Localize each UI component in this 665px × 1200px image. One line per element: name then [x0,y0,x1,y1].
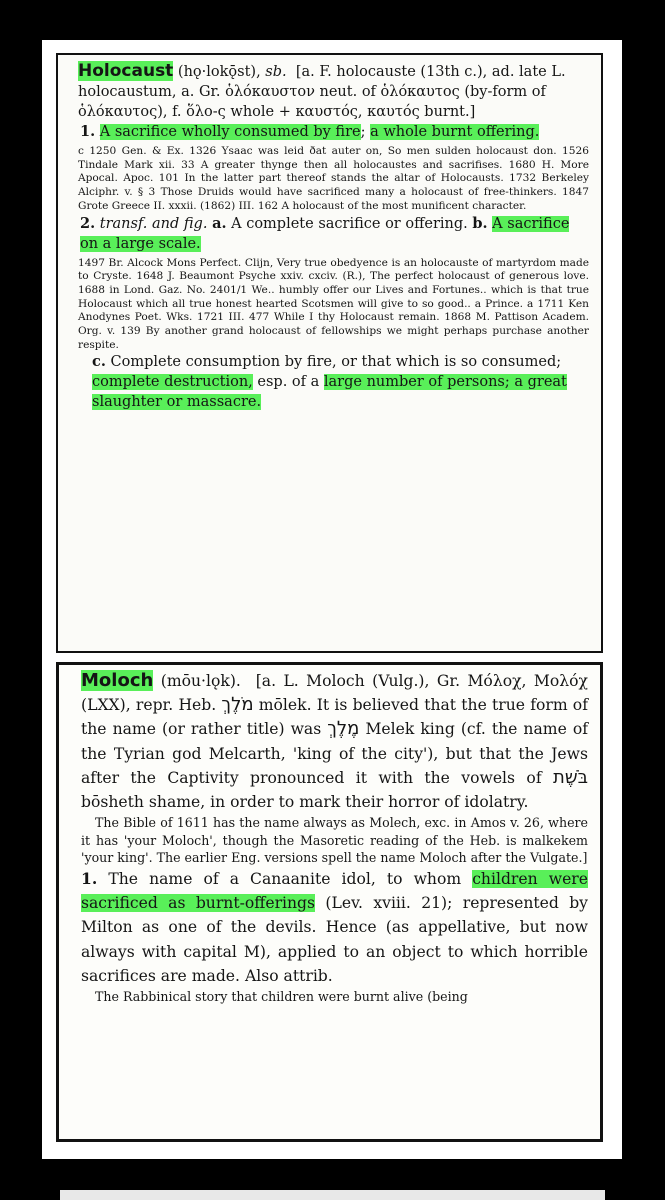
holocaust-etymology-3: neut. of ὁλόκαυτος (by-form of ὁλόκαυτος), f. ὅλο-ς [78,84,546,120]
moloch-sense-1 [81,867,588,988]
holocaust-sense-2c-highlight-b: large number of persons; a great slaughter or massacre. [92,374,567,411]
subsense-label: a. [212,214,227,232]
holocaust-etymology-1: [a. F. holocauste [295,64,416,80]
moloch-hebrew-1: מֹלֶךְ [221,694,254,716]
moloch-hebrew-2: מֶלֶךְ [327,718,360,740]
holocaust-sense-2-label: transf. and fig. [99,215,208,232]
holocaust-sense-2b-highlight: A sacrifice on a large scale. [80,215,570,252]
moloch-hebrew-3: בֹּשֶׁת [553,766,588,788]
holocaust-sense-2c [92,352,589,412]
separator: ; [360,124,366,140]
holocaust-sense-2c-text-a: Complete consumption by fire, or that which is so consumed; [110,354,562,371]
moloch-headline [81,669,588,814]
holocaust-etymology-2: (13th c.), ad. late L. holocaustum, a. Gr. ὁλόκαυστον [78,64,566,100]
sense-number: 1. [80,123,96,140]
moloch-headword: Moloch [81,670,154,691]
holocaust-pos: sb. [265,64,287,80]
moloch-entry-panel [56,662,603,1142]
holocaust-headline [78,61,589,122]
holocaust-pronunciation: (hǫ·lokǭst), [177,64,261,80]
holocaust-sense-1-highlight-a: A sacrifice wholly consumed by fire [99,124,361,140]
sense-number: 2. [80,214,96,232]
holocaust-sense-1-highlight-b: a whole burnt offering. [370,124,540,140]
moloch-note: The Bible of 1611 has the name always as Molech, exc. in Amos v. 26, where it has 'your Moloch', though the Masoretic reading of the Heb. is malkekem 'your king'. The earlier Eng. versions spell the name Moloch after the Vulgate.] [81,815,588,866]
bottom-edge-strip [60,1190,605,1200]
subsense-label: c. [92,353,106,371]
holocaust-entry-panel [56,53,603,653]
moloch-quotation: The Rabbinical story that children were burnt alive (being [95,989,468,1005]
holocaust-sense-2a: A complete sacrifice or offering. [231,215,468,232]
holocaust-sense-2 [80,214,589,254]
holocaust-etymology-4: whole + καυστός, καυτός burnt.] [230,104,476,120]
moloch-etymology-4: Melek king (cf. the name of the Tyrian god Melcarth, 'king of the city'), but that the Jews after the Captivity pronounced it with the vowels of [81,720,588,787]
holocaust-sense-2c-highlight-a: complete destruction, [92,374,253,391]
holocaust-sense-1 [80,122,589,142]
moloch-sense-1-text-a: The name of a Canaanite idol, to whom [108,870,462,888]
moloch-etymology-1: [a. L. Moloch (Vulg.), [255,672,430,690]
moloch-etymology-2: Gr. Μόλοχ, Μολόχ (LXX), repr. Heb. [81,672,588,715]
holocaust-quotations-2: 1497 Br. Alcock Mons Perfect. Clijn, Very true obedyence is an holocauste of martyrdom made to Cryste. 1648 J. Beaumont Psyche xxiv. cxciv. (R.), The perfect holocaust of generous love. 1688 in Lond. Gaz. No. 2401/1 We.. humbly offer our Lives and Fortunes.. which is that true Holocaust which all true honest hearted Scotsmen will give to so good.. a Prince. a 1711 Ken Anodynes Poet. Wks. 1721 III. 477 While I thy Holocaust remain. 1868 M. Pattison Academ. Org. v. 139 By another grand holocaust of fellowships we might perhaps purchase another respite. [78,256,589,351]
holocaust-sense-2c-text-b: esp. of a [257,374,320,391]
sense-number: 1. [81,869,98,888]
holocaust-quotations-1: c 1250 Gen. & Ex. 1326 Ysaac was leid ðat auter on, So men sulden holocaust don. 1526 Tindale Mark xii. 33 A greater thynge then all holocaustes and sacrifises. 1680 H. More Apocal. Apoc. 101 In the latter part thereof stands the altar of Holocausts. 1732 Berkeley Alciphr. v. § 3 Those Druids would have sacrificed many a holocaust of free-thinkers. 1847 Grote Greece II. xxxii. (1862) III. 162 A holocaust of the most munificent character. [78,145,589,212]
holocaust-headword: Holocaust [78,61,174,81]
moloch-sense-1-highlight: children were sacrificed as burnt-offerings [81,870,588,913]
moloch-etymology-3: mōlek. It is believed that the true form of the name (or rather title) was [81,696,588,739]
subsense-label: b. [472,214,488,232]
moloch-pronunciation: (mōu·lǫk). [160,672,241,690]
moloch-sense-1-text-b: (Lev. xviii. 21); represented by Milton as one of the devils. Hence (as appellative, but now always with capital M), applied to an object to which horrible sacrifices are made. Also attrib. [81,894,588,985]
moloch-etymology-5: bōsheth shame, in order to mark their horror of idolatry. [81,793,529,812]
